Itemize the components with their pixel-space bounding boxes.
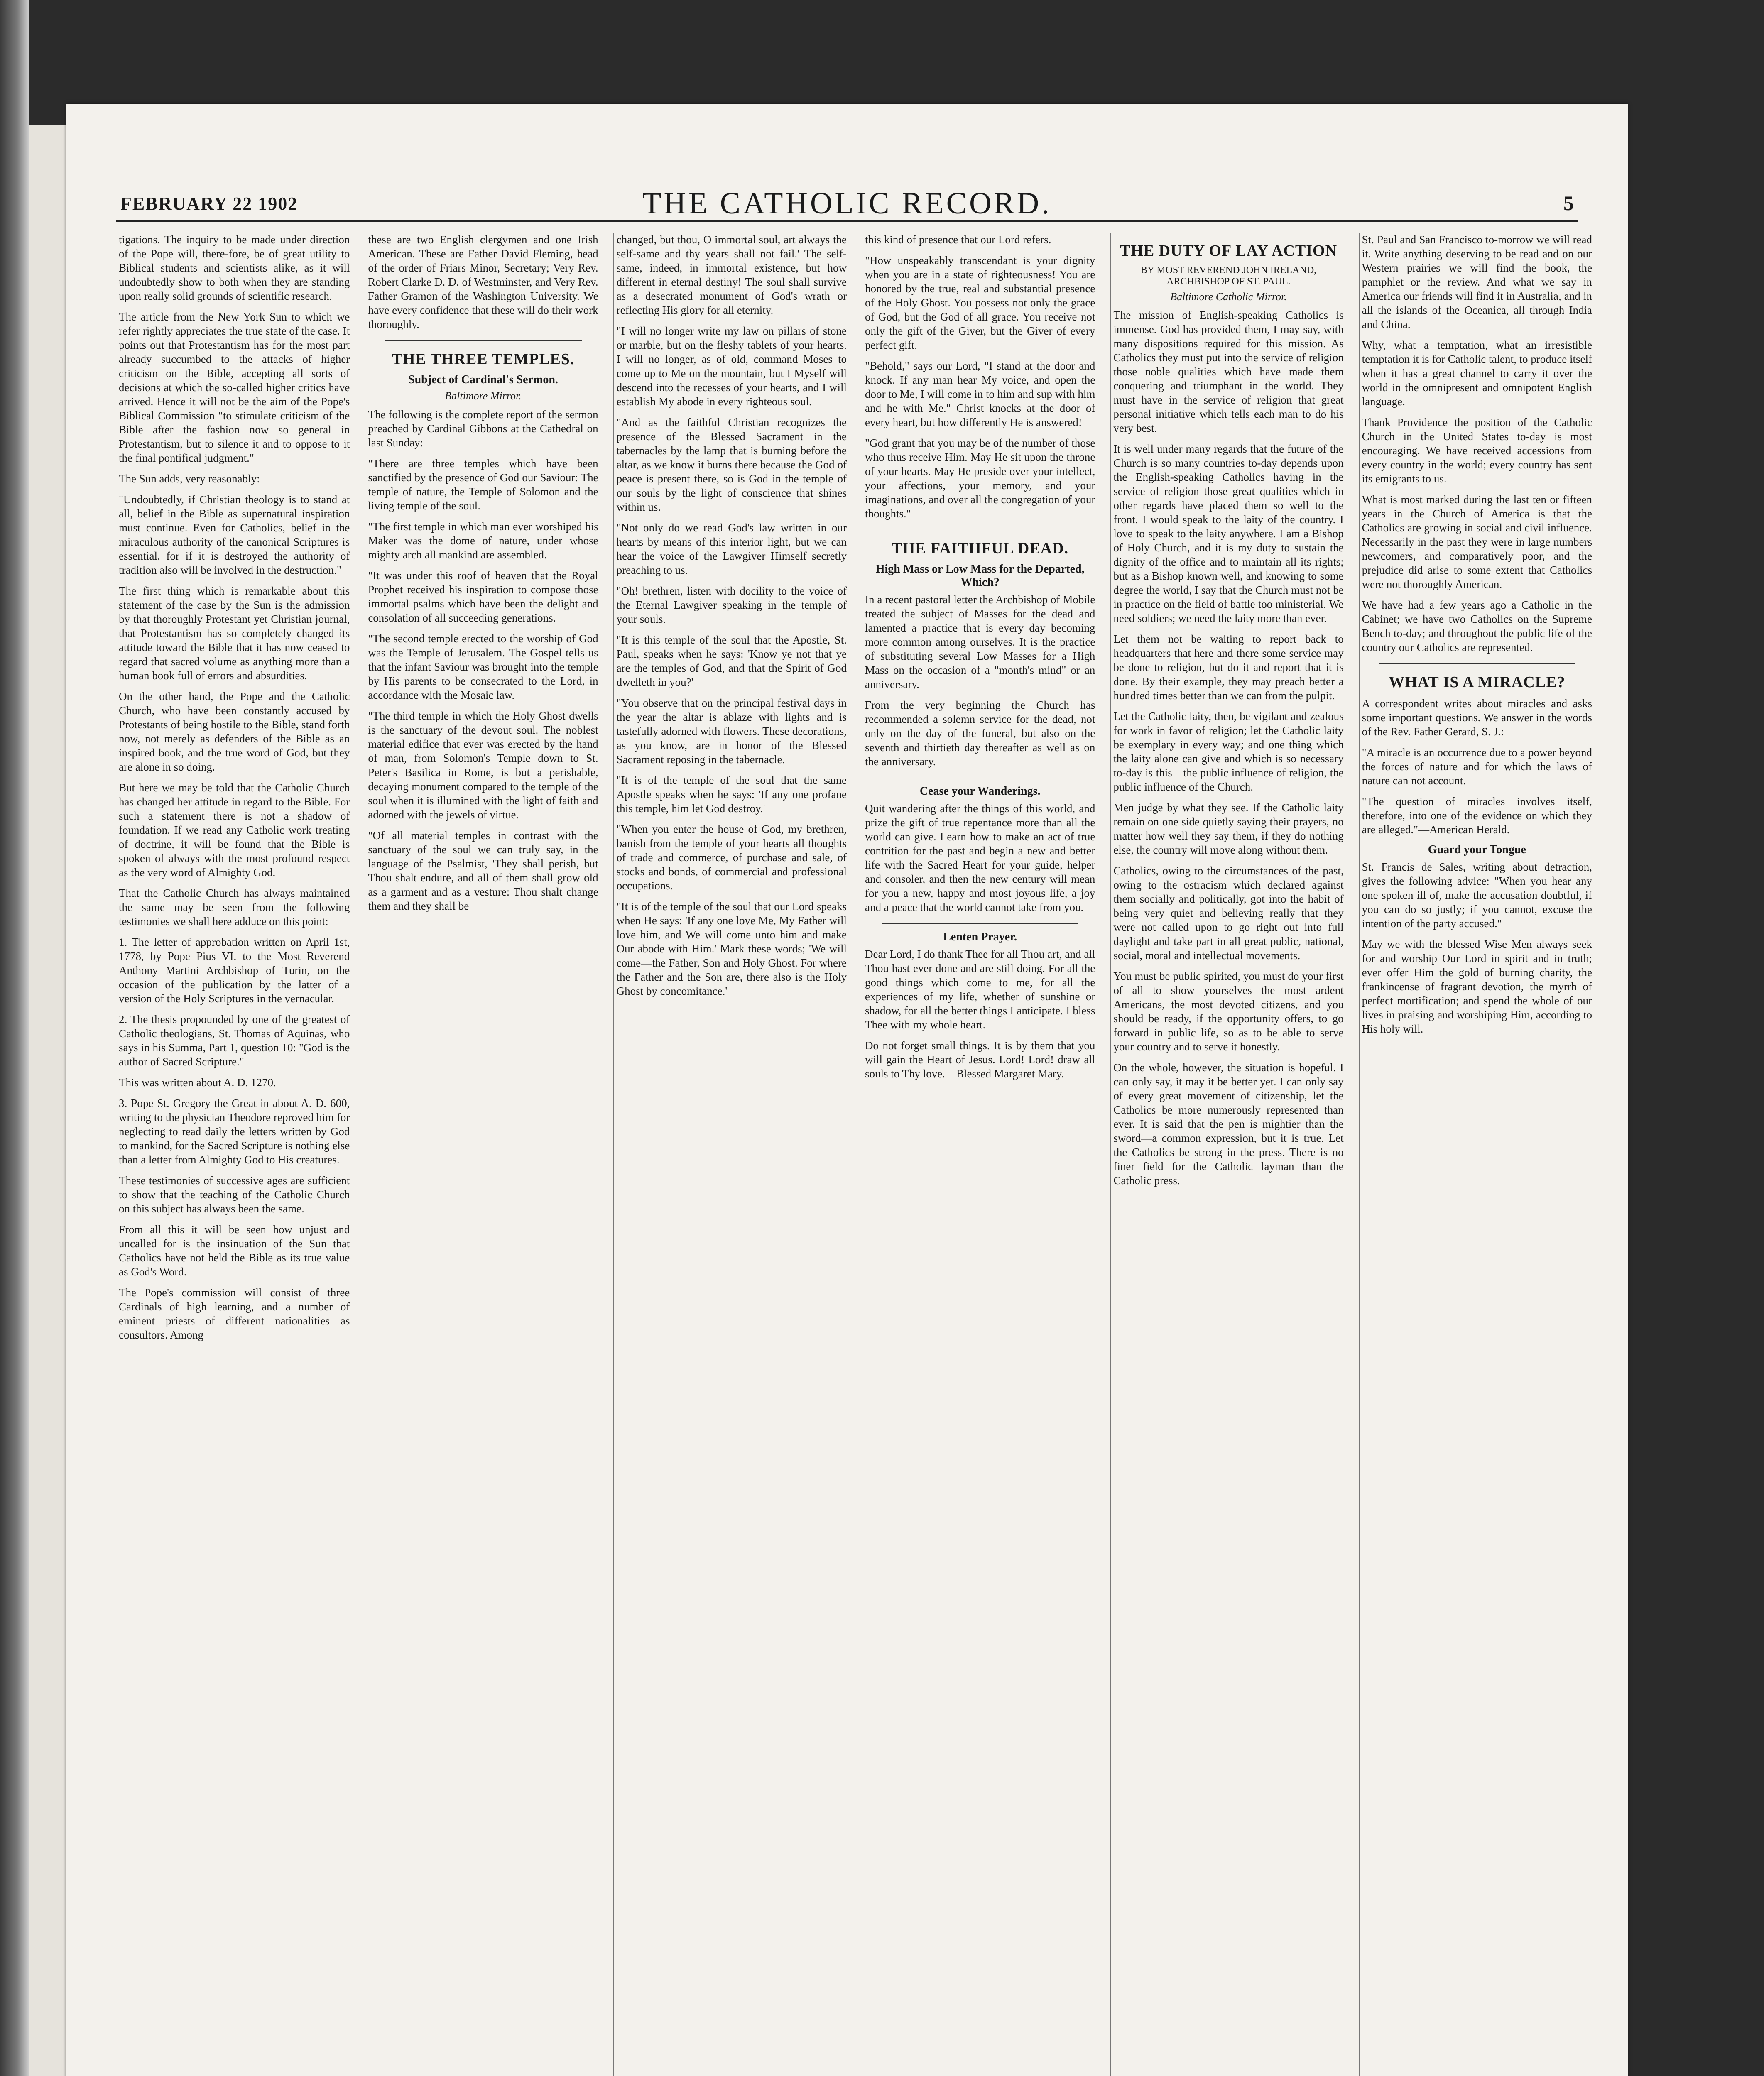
article-subheadline: Subject of Cardinal's Sermon. (408, 373, 558, 386)
paragraph: "Of all material temples in contrast with the sanctuary of the soul we can truly say, in the language of the Psalmist, 'They shall perish, but Thou shalt endure, and all of them shall grow old as a garment and as a vesture: Thou shalt change them and they shall be (368, 829, 598, 912)
paragraph: That the Catholic Church has always maintained the same may be seen from the following testimonies we shall here adduce on this point: (119, 887, 350, 928)
adjacent-page-edge (29, 125, 67, 2076)
paragraph: "There are three temples which have been sanctified by the presence of God our Saviour: The temple of nature, the Temple of Solomon and the living temple of the soul. (368, 457, 598, 512)
issue-date: FEBRUARY 22 1902 (120, 193, 298, 214)
divider (882, 529, 1078, 530)
scanner-margin (0, 0, 29, 2076)
paragraph: "When you enter the house of God, my brethren, banish from the temple of your hearts all thoughts of trade and commerce, of purchase and sale, of stocks and bonds, of commercial and professional occupations. (616, 823, 847, 892)
paragraph: Quit wandering after the things of this world, and prize the gift of true repentance more than all the world can give. Learn how to make an act of true contrition for the past and begin a new and better life with the Sacred Heart for your guide, helper and consoler, and then the new century will mean for you a new, happy and most joyous life, a joy and a peace that the world cannot take from you. (865, 802, 1095, 913)
paragraph: On the whole, however, the situation is hopeful. I can only say, it may it be better yet. I can only say of every great movement of citizenship, let the Catholics be more numerously represented than ever. It is said that the pen is mightier than the sword—a common expression, but it is true. Let the Catholics be strong in the press. There is no finer field for the Catholic layman than the Catholic press. (1113, 1061, 1344, 1187)
paragraph: 2. The thesis propounded by one of the greatest of Catholic theologians, St. Thomas of Aquinas, who says in his Summa, Part 1, question 10: "God is the author of Sacred Scripture." (119, 1013, 350, 1068)
paragraph: "And as the faithful Christian recognizes the presence of the Blessed Sacrament in the tabernacles by the lamp that is burning before the altar, as we know it burns there because the God of peace is present there, so is God in the temple of our souls by the light of conscience that shines within us. (616, 416, 847, 513)
paragraph: "Behold," says our Lord, "I stand at the door and knock. If any man hear My voice, and open the door to Me, I will come in to him and sup with him and he with Me." Christ knocks at the door of every heart, but how differently He is answered! (865, 360, 1095, 428)
paragraph: From the very beginning the Church has recommended a solemn service for the dead, not only on the day of the funeral, but also on the seventh and thirtieth day thereafter as well as on the anniversary. (865, 699, 1095, 768)
paragraph: The first thing which is remarkable about this statement of the case by the Sun is the admission by that thoroughly Protestant yet Christian journal, that Protestantism has so completely changed its attitude toward the Bible that it has now ceased to regard that sacred volume as anything more than a human book full of errors and absurdities. (119, 585, 350, 682)
paragraph: 1. The letter of approbation written on April 1st, 1778, by Pope Pius VI. to the Most Reverend Anthony Martini Archbishop of Turin, on the occasion of the publication by the latter of a version of the Holy Scriptures in the vernacular. (119, 936, 350, 1005)
paragraph: "The second temple erected to the worship of God was the Temple of Jerusalem. The Gospel tells us that the infant Saviour was brought into the temple by His parents to be consecrated to the Lord, in accordance with the Mosaic law. (368, 632, 598, 701)
paragraph: Dear Lord, I do thank Thee for all Thou art, and all Thou hast ever done and are still doing. For all the good things which come to me, for all the experiences of my life, whether of sunshine or shadow, for all the better things I anticipate. I bless Thee with my whole heart. (865, 948, 1095, 1031)
paragraph: You must be public spirited, you must do your first of all to show yourselves the most ardent Americans, the most devoted citizens, and you should be ready, if the opportunity offers, to go forward in public life, so as to be able to serve your country and to serve it honestly. (1113, 970, 1344, 1053)
paragraph: From all this it will be seen how unjust and uncalled for is the insinuation of the Sun that Catholics have not held the Bible as its true value as God's Word. (119, 1223, 350, 1278)
article-headline: Lenten Prayer. (943, 930, 1017, 943)
masthead (116, 183, 1578, 222)
paragraph: these are two English clergymen and one Irish American. These are Father David Fleming, head of the order of Friars Minor, Secretary; Very Rev. Robert Clarke D. D. of Westminster, and Very Rev. Father Gramon of the Washington University. We have every confidence that these will do their work thoroughly. (368, 233, 598, 330)
paragraph: "It is of the temple of the soul that our Lord speaks when He says: 'If any one love Me, My Father will love him, and We will come unto him and make Our abode with Him.' Mark these words; 'We will come—the Father, Son and Holy Ghost. For where the Father and the Son are, there also is the Holy Ghost by concomitance.' (616, 900, 847, 997)
article-headline: WHAT IS A MIRACLE? (1389, 673, 1566, 691)
column-5 (1110, 233, 1346, 2076)
paragraph: "I will no longer write my law on pillars of stone or marble, but on the fleshy tablets of your hearts. I will no longer, as of old, command Moses to come up to Me on the mountain, but I Myself will descend into the recesses of your hearts, and I will establish My abode in every righteous soul. (616, 325, 847, 408)
paragraph: This was written about A. D. 1270. (119, 1076, 276, 1089)
paragraph: In a recent pastoral letter the Archbishop of Mobile treated the subject of Masses for the dead and lamented a practice that is every day becoming more common among ourselves. It is the practice of substituting several Low Masses for a High Mass on the occasion of a "month's mind" or an anniversary. (865, 593, 1095, 690)
paragraph: Do not forget small things. It is by them that you will gain the Heart of Jesus. Lord! Lord! draw all souls to Thy love.—Blessed Margaret Mary. (865, 1039, 1095, 1080)
paragraph: The following is the complete report of the sermon preached by Cardinal Gibbons at the Cathedral on last Sunday: (368, 408, 598, 449)
page-number: 5 (1563, 191, 1574, 215)
newspaper-title: THE CATHOLIC RECORD. (642, 186, 1052, 220)
article-headline: THE FAITHFUL DEAD. (892, 540, 1069, 557)
article-source: Baltimore Catholic Mirror. (1170, 291, 1287, 303)
divider (882, 923, 1078, 924)
paragraph: "Not only do we read God's law written in our hearts by means of this interior light, but we can hear the voice of the Lawgiver Himself secretly preaching to us. (616, 521, 847, 576)
paragraph: The article from the New York Sun to which we refer rightly appreciates the true state of the case. It points out that Protestantism has for the most part already succumbed to the attacks of higher criticism on the Bible, accepting all sorts of decisions at which the so-called higher critics have arrived. Hence it will not be the aim of the Pope's Biblical Commission "to stimulate criticism of the Bible after the fashion now so general in Protestantism, but to silence it and to oppose to it the final pontifical judgment." (119, 311, 350, 464)
article-headline: Cease your Wanderings. (919, 785, 1041, 798)
paragraph: Men judge by what they see. If the Catholic laity remain on one side quietly saying their prayers, no matter how well they say them, if they do nothing else, the country will move along without them. (1113, 801, 1344, 856)
paragraph: "Oh! brethren, listen with docility to the voice of the Eternal Lawgiver speaking in the temple of your souls. (616, 585, 847, 625)
column-6 (1359, 233, 1595, 2076)
paragraph: May we with the blessed Wise Men always seek for and worship Our Lord in spirit and in truth; ever offer Him the gold of burning charity, the frankincense of fragrant devotion, the myrrh of perfect mortification; and spend the whole of our lives in praising and worshiping Him, according to His holy will. (1362, 938, 1592, 1035)
newspaper-page (66, 104, 1628, 2076)
columns (116, 233, 1595, 2076)
paragraph: Thank Providence the position of the Catholic Church in the United States to-day is most encouraging. We have received accessions from every country in the world; every country has sent its emigrants to us. (1362, 416, 1592, 485)
paragraph: The Pope's commission will consist of three Cardinals of high learning, and a number of eminent priests of different nationalities as consultors. Among (119, 1286, 350, 1341)
paragraph: changed, but thou, O immortal soul, art always the self-same and thy years shall not fail.' The self-same, indeed, in immortal existence, but how different in eternal destiny! The soul shall survive as a desecrated monument of God's wrath or reflecting His glory for all eternity. (616, 233, 847, 316)
article-headline: THE THREE TEMPLES. (392, 350, 575, 368)
paragraph: "God grant that you may be of the number of those who thus receive Him. May He sit upon the throne of your hearts. May He preside over your intellect, your affections, your memory, and your imaginations, and over all the congregation of your thoughts." (865, 437, 1095, 520)
paragraph: "It is this temple of the soul that the Apostle, St. Paul, speaks when he says: 'Know ye not that ye are the temples of God, and that the Spirit of God dwelleth in you?' (616, 634, 847, 688)
paragraph: These testimonies of successive ages are sufficient to show that the teaching of the Catholic Church on this subject has always been the same. (119, 1174, 350, 1215)
paragraph: We have had a few years ago a Catholic in the Cabinet; we have two Catholics on the Supreme Bench to-day; and throughout the public life of the country our Catholics are represented. (1362, 599, 1592, 654)
article-byline: BY MOST REVEREND JOHN IRELAND, ARCHBISHOP OF ST. PAUL. (1140, 265, 1317, 287)
column-1 (116, 233, 352, 2076)
paragraph: "The question of miracles involves itself, therefore, into one of the evidence on which they are alleged."—American Herald. (1362, 795, 1592, 836)
paragraph: "It is of the temple of the soul that the same Apostle speaks when he says: 'If any one profane this temple, him let God destroy.' (616, 774, 847, 815)
paragraph: Catholics, owing to the circumstances of the past, owing to the ostracism which declared against them socially and politically, got into the habit of being very quiet and believing really that they were not called upon to go right out into full daylight and take part in all great public, national, social, moral and intellectual movements. (1113, 864, 1344, 962)
article-source: Baltimore Mirror. (445, 390, 522, 402)
paragraph: The Sun adds, very reasonably: (119, 472, 260, 485)
paragraph: Let the Catholic laity, then, be vigilant and zealous for work in favor of religion; let the Catholic laity be exemplary in every way; and one thing which the laity alone can give and which is so necessary to-day is this—the public influence of religion, the public influence of the Church. (1113, 710, 1344, 793)
paragraph: "The first temple in which man ever worshiped his Maker was the dome of nature, under whose mighty arch all mankind are assembled. (368, 520, 598, 561)
paragraph: But here we may be told that the Catholic Church has changed her attitude in regard to the Bible. For such a statement there is not a shadow of foundation. If we read any Catholic work treating of doctrine, it will be found that the Bible is spoken of always with the most profound respect as the very word of Almighty God. (119, 781, 350, 879)
paragraph: What is most marked during the last ten or fifteen years in the Church of America is that the Catholics are growing in social and civil influence. Necessarily in the past they were in large numbers newcomers, and comparatively poor, and the prejudice did arise to some extent that Catholics were not thoroughly American. (1362, 493, 1592, 590)
paragraph: "The third temple in which the Holy Ghost dwells is the sanctuary of the devout soul. The noblest material edifice that ever was erected by the hand of man, from Solomon's Temple down to St. Peter's Basilica in Rome, is but a perishable, decaying monument compared to the temple of the soul when it is illumined with the light of faith and adorned with the jewels of virtue. (368, 710, 598, 821)
column-2 (365, 233, 600, 2076)
divider (385, 340, 581, 341)
article-headline: Guard your Tongue (1428, 843, 1526, 856)
paragraph: "You observe that on the principal festival days in the year the altar is ablaze with lights and is tastefully adorned with flowers. These decorations, as you know, are in honor of the Blessed Sacrament reposing in the tabernacle. (616, 697, 847, 766)
paragraph: It is well under many regards that the future of the Church is so many countries to-day depends upon the English-speaking Catholics having in the service of religion those great qualities which in other regards have placed them so well to the front. I would speak to the laity of the country. I love to speak to the laity anywhere. I am a Bishop of Holy Church, and it is my duty to sustain the dignity of the office and to maintain all its rights; but as a Bishop known well, and knowing to some degree the world, I say that the Church must not be in practice on the field of battle too ministerial. We need soldiers; we need the laity more than ever. (1113, 443, 1344, 624)
paragraph: St. Francis de Sales, writing about detraction, gives the following advice: "When you hear any one spoken ill of, make the accusation doubtful, if you can do so justly; if you cannot, excuse the intention of the party accused." (1362, 861, 1592, 930)
divider (882, 777, 1078, 778)
column-3 (613, 233, 849, 2076)
paragraph: "How unspeakably transcendant is your dignity when you are in a state of righteousness! You are honored by the true, real and substantial presence of the Holy Ghost. You possess not only the grace of God, but the God of all grace. You receive not only the gift of the Giver, but the Giver of every perfect gift. (865, 254, 1095, 351)
paragraph: "It was under this roof of heaven that the Royal Prophet received his inspiration to compose those immortal psalms which have been the delight and consolation of all succeeding generations. (368, 569, 598, 624)
paragraph: St. Paul and San Francisco to-morrow we will read it. Write anything deserving to be read and on our Western prairies we will find the book, the pamphlet or the review. And what we say in America our friends will find it in Australia, and in all the islands of the Oceanica, all through India and China. (1362, 233, 1592, 330)
paragraph: On the other hand, the Pope and the Catholic Church, who have been constantly accused by Protestants of being hostile to the Bible, stand forth now, not merely as defenders of the Bible as an inspired book, and the true word of God, but they are alone in so doing. (119, 690, 350, 773)
paragraph: Why, what a temptation, what an irresistible temptation it is for Catholic talent, to produce itself when it has a great channel to carry it over the world in the omnipresent and omnipotent English language. (1362, 339, 1592, 408)
paragraph: "Undoubtedly, if Christian theology is to stand at all, belief in the Bible as supernatural inspiration must continue. Even for Catholics, belief in the miraculous authority of the canonical Scriptures is essential, for if it is destroyed the authority of tradition also will be involved in the destruction." (119, 493, 350, 576)
column-4 (862, 233, 1098, 2076)
paragraph: tigations. The inquiry to be made under direction of the Pope will, there-fore, be of great utility to Biblical students and scientists alike, as it will undoubtedly show to both when they are standing upon really solid grounds of scientific research. (119, 233, 350, 302)
paragraph: The mission of English-speaking Catholics is immense. God has provided them, I may say, with many dispositions required for this mission. As Catholics they must put into the service of religion those noble qualities which have made them conquering and triumphant in the world. They must have in the service of religion that great personal initiative which tells each man to do his very best. (1113, 309, 1344, 434)
paragraph: A correspondent writes about miracles and asks some important questions. We answer in the words of the Rev. Father Gerard, S. J.: (1362, 697, 1592, 738)
article-headline: THE DUTY OF LAY ACTION (1120, 242, 1338, 260)
paragraph: this kind of presence that our Lord refers. (865, 233, 1051, 246)
article-subheadline: High Mass or Low Mass for the Departed, Which? (875, 563, 1085, 589)
divider (1379, 663, 1575, 664)
paragraph: Let them not be waiting to report back to headquarters that here and there some service may be done to religion, but do it and report that it is done. By their example, they may preach better a hundred times better than we can from the pulpit. (1113, 633, 1344, 702)
paragraph: 3. Pope St. Gregory the Great in about A. D. 600, writing to the physician Theodore reproved him for neglecting to read daily the letters written by God to mankind, for the Sacred Scripture is nothing else than a letter from Almighty God to His creatures. (119, 1097, 350, 1166)
paragraph: "A miracle is an occurrence due to a power beyond the forces of nature and for which the laws of nature can not account. (1362, 746, 1592, 787)
